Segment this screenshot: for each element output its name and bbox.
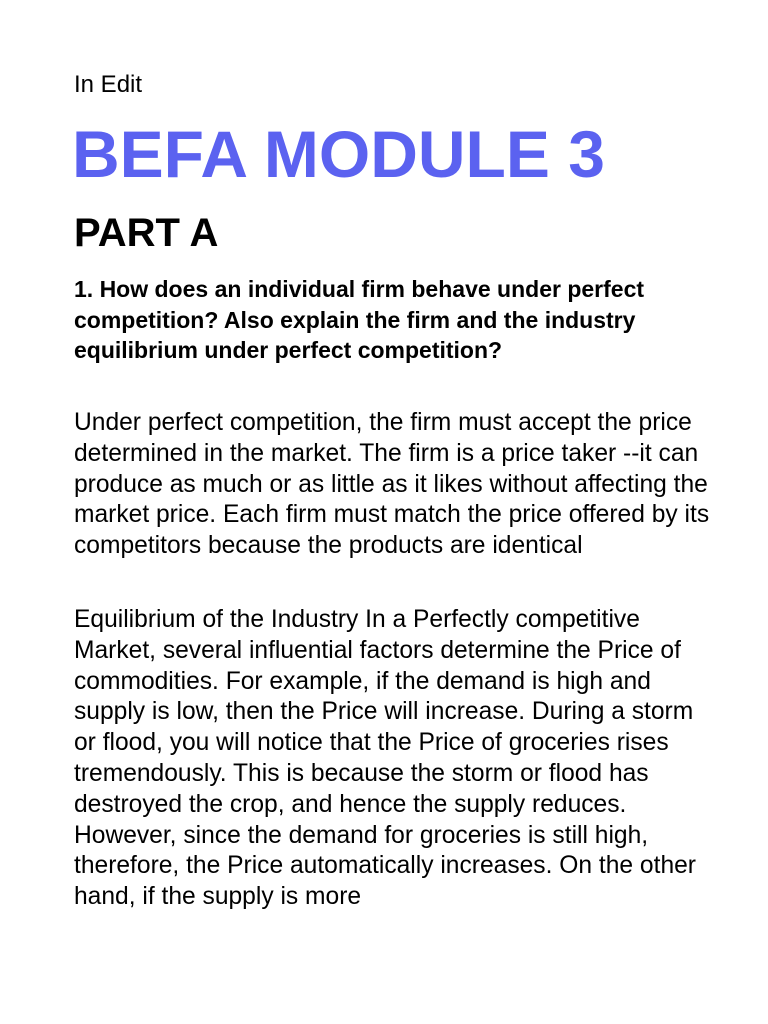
section-heading: PART A <box>74 211 219 255</box>
document-title: BEFA MODULE 3 <box>72 117 605 191</box>
answer-paragraph-1: Under perfect competition, the firm must accept the price determined in the market. The firm is a price taker --it can produce as much or as little as it likes without affecting the market price. Each firm must match the price offered by its competitors because the products are identical <box>74 409 710 560</box>
question-heading: 1. How does an individual firm behave under perfect competition? Also explain the firm and the industry equilibrium under perfect competition? <box>74 276 645 363</box>
answer-paragraph-2: Equilibrium of the Industry In a Perfectly competitive Market, several influential factors determine the Price of commodities. For example, if the demand is high and supply is low, then the Price will increase. During a storm or flood, you will notice that the Price of groceries rises tremendously. This is because the storm or flood has destroyed the crop, and hence the supply reduces. However, since the demand for groceries is still high, therefore, the Price automatically increases. On the other hand, if the supply is more <box>74 606 696 911</box>
edit-status-label: In Edit <box>74 71 143 98</box>
